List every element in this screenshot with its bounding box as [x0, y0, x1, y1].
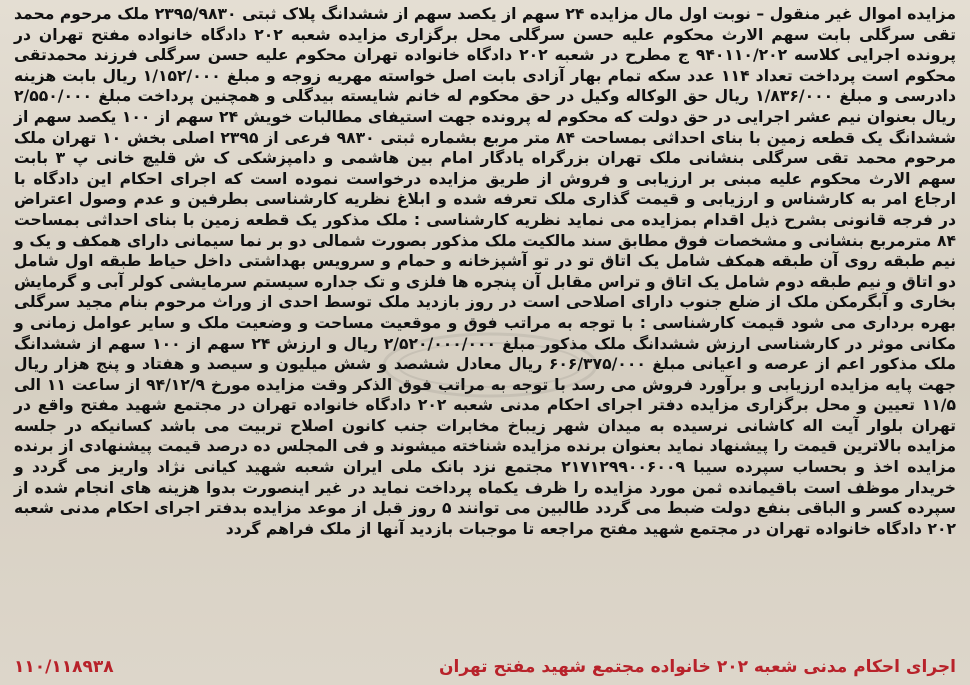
- auction-notice-body: مزایده اموال غیر منقول – نوبت اول مال مزایده ۲۴ سهم از یکصد سهم از ششدانگ پلاک ثبتی ۲۳۹۵/۹۸۳۰ ملک مرحوم محمد تقی سرگلی بابت سهم الارث محکوم علیه حسن سرگلی محل برگزاری مزایده شعبه ۲۰۲ دادگاه خانواده مفتح تهران در پرونده اجرایی کلاسه ۹۴۰۱۱۰/۲۰۲ ج مطرح در شعبه ۲۰۲ دادگاه خانواده تهران محکوم علیه حسن سرگلی فرزند محمدتقی محکوم است پرداخت تعداد ۱۱۴ عدد سکه تمام بهار آزادی بابت اصل خواسته مهریه زوجه و مبلغ ۱/۱۵۲/۰۰۰ ریال بابت هزینه دادرسی و مبلغ ۱/۸۳۶/۰۰۰ ریال حق الوکاله وکیل در حق محکوم له خانم شایسته بیدگلی و همچنین پرداخت مبلغ ۲/۵۵۰/۰۰۰ ریال بعنوان نیم عشر اجرایی در حق دولت که محکوم له پرونده جهت استیفای مطالبات خویش ۲۴ سهم از ۱۰۰ یکصد سهم از ششدانگ یک قطعه زمین با بنای احداثی بمساحت ۸۴ متر مربع بشماره ثبتی ۹۸۳۰ فرعی از ۲۳۹۵ اصلی بخش ۱۰ تهران ملک مرحوم محمد تقی سرگلی بنشانی ملک تهران بزرگراه یادگار امام بین هاشمی و دامپزشکی ک ش قلیچ خانی پ ۳ بابت سهم الارث محکوم علیه مبنی بر ارزیابی و فروش از طریق مزایده درخواست نموده است که اجرای احکام این دادگاه با ارجاع امر به کارشناس و ارزیابی و قیمت گذاری ملک تعرفه شده و ابلاغ نظریه کارشناسی بطرفین و عدم وصول اعتراض در فرجه قانونی بشرح ذیل اقدام بمزایده می نماید نظریه کارشناسی : ملک مذکور یک قطعه زمین با بنای احداثی بمساحت ۸۴ مترمربع بنشانی و مشخصات فوق مطابق سند مالکیت ملک مذکور بصورت شمالی دو بر نما سیمانی دارای همکف و یک و نیم طبقه روی آن طبقه همکف شامل یک اتاق تو در تو آشپزخانه و حمام و سرویس بهداشتی داخل حیاط طبقه اول شامل دو اتاق و نیم طبقه دوم شامل یک اتاق و تراس مقابل آن پنجره ها فلزی و تک جداره سیستم سرمایشی کولر آبی و گرمایش بخاری و آبگرمکن ملک از ضلع جنوب دارای اصلاحی است در روز بازدید ملک توسط احدی از وراث مرحوم بنام مجید سرگلی بهره برداری می شود قیمت کارشناسی : با توجه به مراتب فوق و موقعیت مساحت و وضعیت ملک و سایر عوامل زمانی و مکانی موثر در کارشناسی ارزش ششدانگ ملک مذکور مبلغ ۲/۵۲۰/۰۰۰/۰۰۰ ریال و ارزش ۲۴ سهم از ۱۰۰ سهم از ششدانگ ملک مذکور اعم از عرصه و اعیانی مبلغ ۶۰۶/۳۷۵/۰۰۰ ریال معادل ششصد و شش میلیون و سیصد و هفتاد و پنج هزار ریال جهت پایه مزایده ارزیابی و برآورد فروش می رسد با توجه به مراتب فوق الذکر وقت مزایده مورخ ۹۴/۱۲/۹ از ساعت ۱۱ الی ۱۱/۵ تعیین و محل برگزاری مزایده دفتر اجرای احکام مدنی شعبه ۲۰۲ دادگاه خانواده تهران در مجتمع شهید مفتح واقع در تهران بلوار آیت اله کاشانی نرسیده به میدان شهر زیباخ مخابرات جنب کانون اصلاح تربیت می باشد کسانیکه در جلسه مزایده بالاترین قیمت را پیشنهاد نماید بعنوان برنده مزایده شناخته میشوند و فی المجلس ده درصد قیمت پیشنهادی از برنده مزایده اخذ و بحساب سپرده سیبا ۲۱۷۱۲۹۹۰۰۶۰۰۹ مجتمع نزد بانک ملی ایران شعبه شهید کیانی نژاد واریز می گردد و خریدار موظف است باقیمانده ثمن مورد مزایده را ظرف یکماه پرداخت نماید در غیر اینصورت بدوا هزینه های انجام شده از سپرده کسر و الباقی بنفع دولت ضبط می گردد طالبین می توانند ۵ روز قبل از موعد مزایده بدفتر اجرای احکام مدنی شعبه ۲۰۲ دادگاه خانواده تهران در مجتمع شهید مفتح مراجعه تا موجبات بازدید آنها از ملک فراهم گردد: [14, 5, 957, 538]
- notice-footer: [14, 657, 956, 677]
- issuer-signature: اجرای احکام مدنی شعبه ۲۰۲ خانواده مجتمع شهید مفتح تهران: [439, 657, 956, 677]
- notice-code: ۱۱۰/۱۱۸۹۳۸: [14, 657, 114, 677]
